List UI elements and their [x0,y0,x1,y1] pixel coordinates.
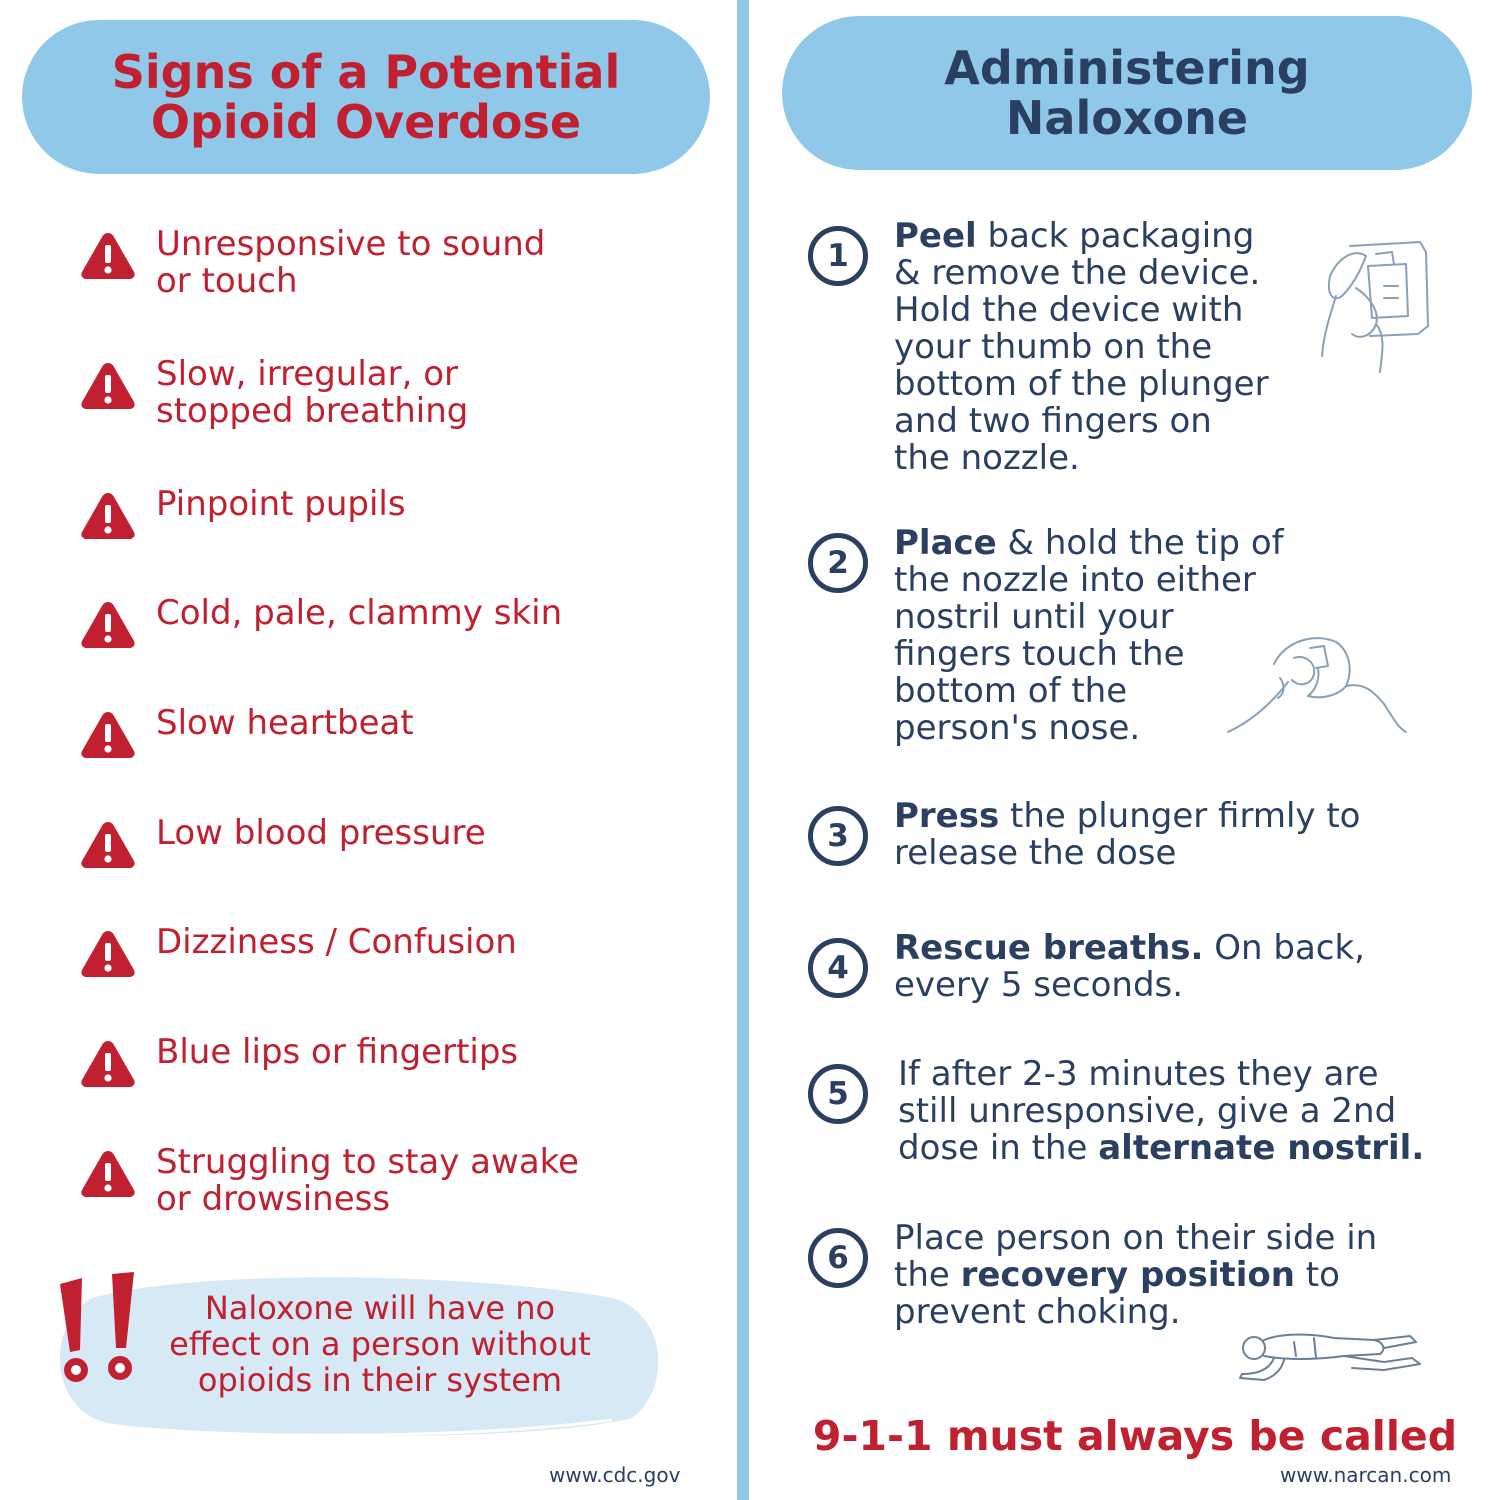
step-2-bold: Place [894,523,997,563]
sign-text [156,1144,579,1218]
step-line: every 5 seconds. [894,965,1184,1005]
step-6 [808,1218,1378,1332]
sign-text [156,1034,518,1071]
step-number-2: 2 [808,533,868,593]
sign-text [156,226,545,300]
step-line: & hold the tip of [996,523,1284,563]
naloxone-title-line1: Administering [944,41,1310,95]
warning-triangle-icon [80,928,136,978]
step-line: the [894,1255,961,1295]
warning-triangle-icon [80,1038,136,1088]
sign-line: stopped breathing [156,391,469,431]
step-3-text [894,798,1360,872]
sign-text [156,486,406,523]
step-line: fingers touch the [894,634,1185,674]
step-line: and two fingers on [894,401,1212,441]
step-4-bold: Rescue breaths. [894,928,1204,968]
step-line: nostril until your [894,597,1174,637]
step-5-bold: alternate nostril. [1098,1128,1425,1168]
warning-triangle-icon [80,360,136,410]
sign-text [156,356,468,430]
step-line: back packaging [976,216,1255,256]
sign-text [156,815,486,852]
step-line: prevent choking. [894,1292,1181,1332]
step-1-bold: Peel [894,216,977,256]
sign-line: Slow, irregular, or [156,354,459,394]
sign-text [156,705,414,742]
narcan-url[interactable]: www.narcan.com [1280,1463,1452,1487]
note-line: effect on a person without [169,1325,591,1363]
sign-item [80,595,690,649]
double-exclamation-icon [54,1268,144,1388]
warning-triangle-icon [80,230,136,280]
warning-triangle-icon [80,709,136,759]
sign-item [80,1144,690,1218]
sign-line: Slow heartbeat [156,703,414,743]
naloxone-title-line2: Naloxone [1005,91,1249,145]
sign-line: Low blood pressure [156,813,486,853]
step-line: Place person on their side in [894,1218,1378,1258]
sign-item [80,486,690,540]
step-line: On back, [1203,928,1365,968]
step-line: release the dose [894,833,1177,873]
step-2 [808,523,1284,748]
sign-item [80,705,690,759]
sign-text [156,595,562,632]
step-number-3: 3 [808,806,868,866]
step-6-text [894,1220,1377,1331]
naloxone-note [140,1290,620,1398]
step-line: If after 2-3 minutes they are [898,1054,1379,1094]
sign-item [80,226,690,300]
step-line: & remove the device. [894,253,1261,293]
sign-item [80,815,690,869]
step-number-6: 6 [808,1228,868,1288]
sign-line: Dizziness / Confusion [156,922,517,962]
center-divider [737,0,749,1500]
sign-item [80,924,690,978]
step-line: the plunger firmly to [999,796,1361,836]
warning-triangle-icon [80,819,136,869]
step-line: person's nose. [894,708,1141,748]
step-line: Hold the device with [894,290,1244,330]
sign-line: Blue lips or fingertips [156,1032,519,1072]
sign-item [80,1034,690,1088]
step-line: bottom of the [894,671,1128,711]
step-4 [808,928,1365,1005]
sign-line: or touch [156,261,298,301]
step-line: your thumb on the [894,327,1213,367]
step-3-bold: Press [894,796,1000,836]
step-number-5: 5 [808,1064,868,1124]
warning-triangle-icon [80,599,136,649]
sign-line: Struggling to stay awake [156,1142,580,1182]
signs-title-line2: Opioid Overdose [150,95,582,149]
step-line: dose in the [898,1128,1099,1168]
signs-title-line1: Signs of a Potential [111,45,621,99]
step-line: the nozzle. [894,438,1080,478]
step-line: still unresponsive, give a 2nd [898,1091,1397,1131]
step-5 [808,1054,1425,1168]
step-6-bold: recovery position [960,1255,1295,1295]
step-4-text [894,930,1365,1004]
sign-line: Cold, pale, clammy skin [156,593,563,633]
step-number-1: 1 [808,226,868,286]
signs-title-banner [22,20,710,174]
cdc-url[interactable]: www.cdc.gov [549,1463,681,1487]
sign-text [156,924,517,961]
call-911-banner: 9-1-1 must always be called [812,1412,1458,1460]
note-line: opioids in their system [197,1361,563,1399]
sign-item [80,356,690,430]
step-line: bottom of the plunger [894,364,1269,404]
peel-package-illustration [1310,236,1440,376]
step-line: to [1295,1255,1340,1295]
sign-line: Unresponsive to sound [156,224,546,264]
warning-triangle-icon [80,1148,136,1198]
step-line: the nozzle into either [894,560,1256,600]
step-1-text [894,218,1269,477]
note-line: Naloxone will have no [204,1289,556,1327]
sign-line: Pinpoint pupils [156,484,406,524]
step-1 [808,216,1269,478]
step-5-text [898,1056,1424,1167]
sign-line: or drowsiness [156,1179,391,1219]
step-3 [808,796,1361,873]
warning-triangle-icon [80,490,136,540]
nasal-spray-illustration [1224,628,1410,740]
naloxone-title-banner [782,16,1472,170]
recovery-position-illustration [1234,1326,1430,1386]
step-number-4: 4 [808,938,868,998]
